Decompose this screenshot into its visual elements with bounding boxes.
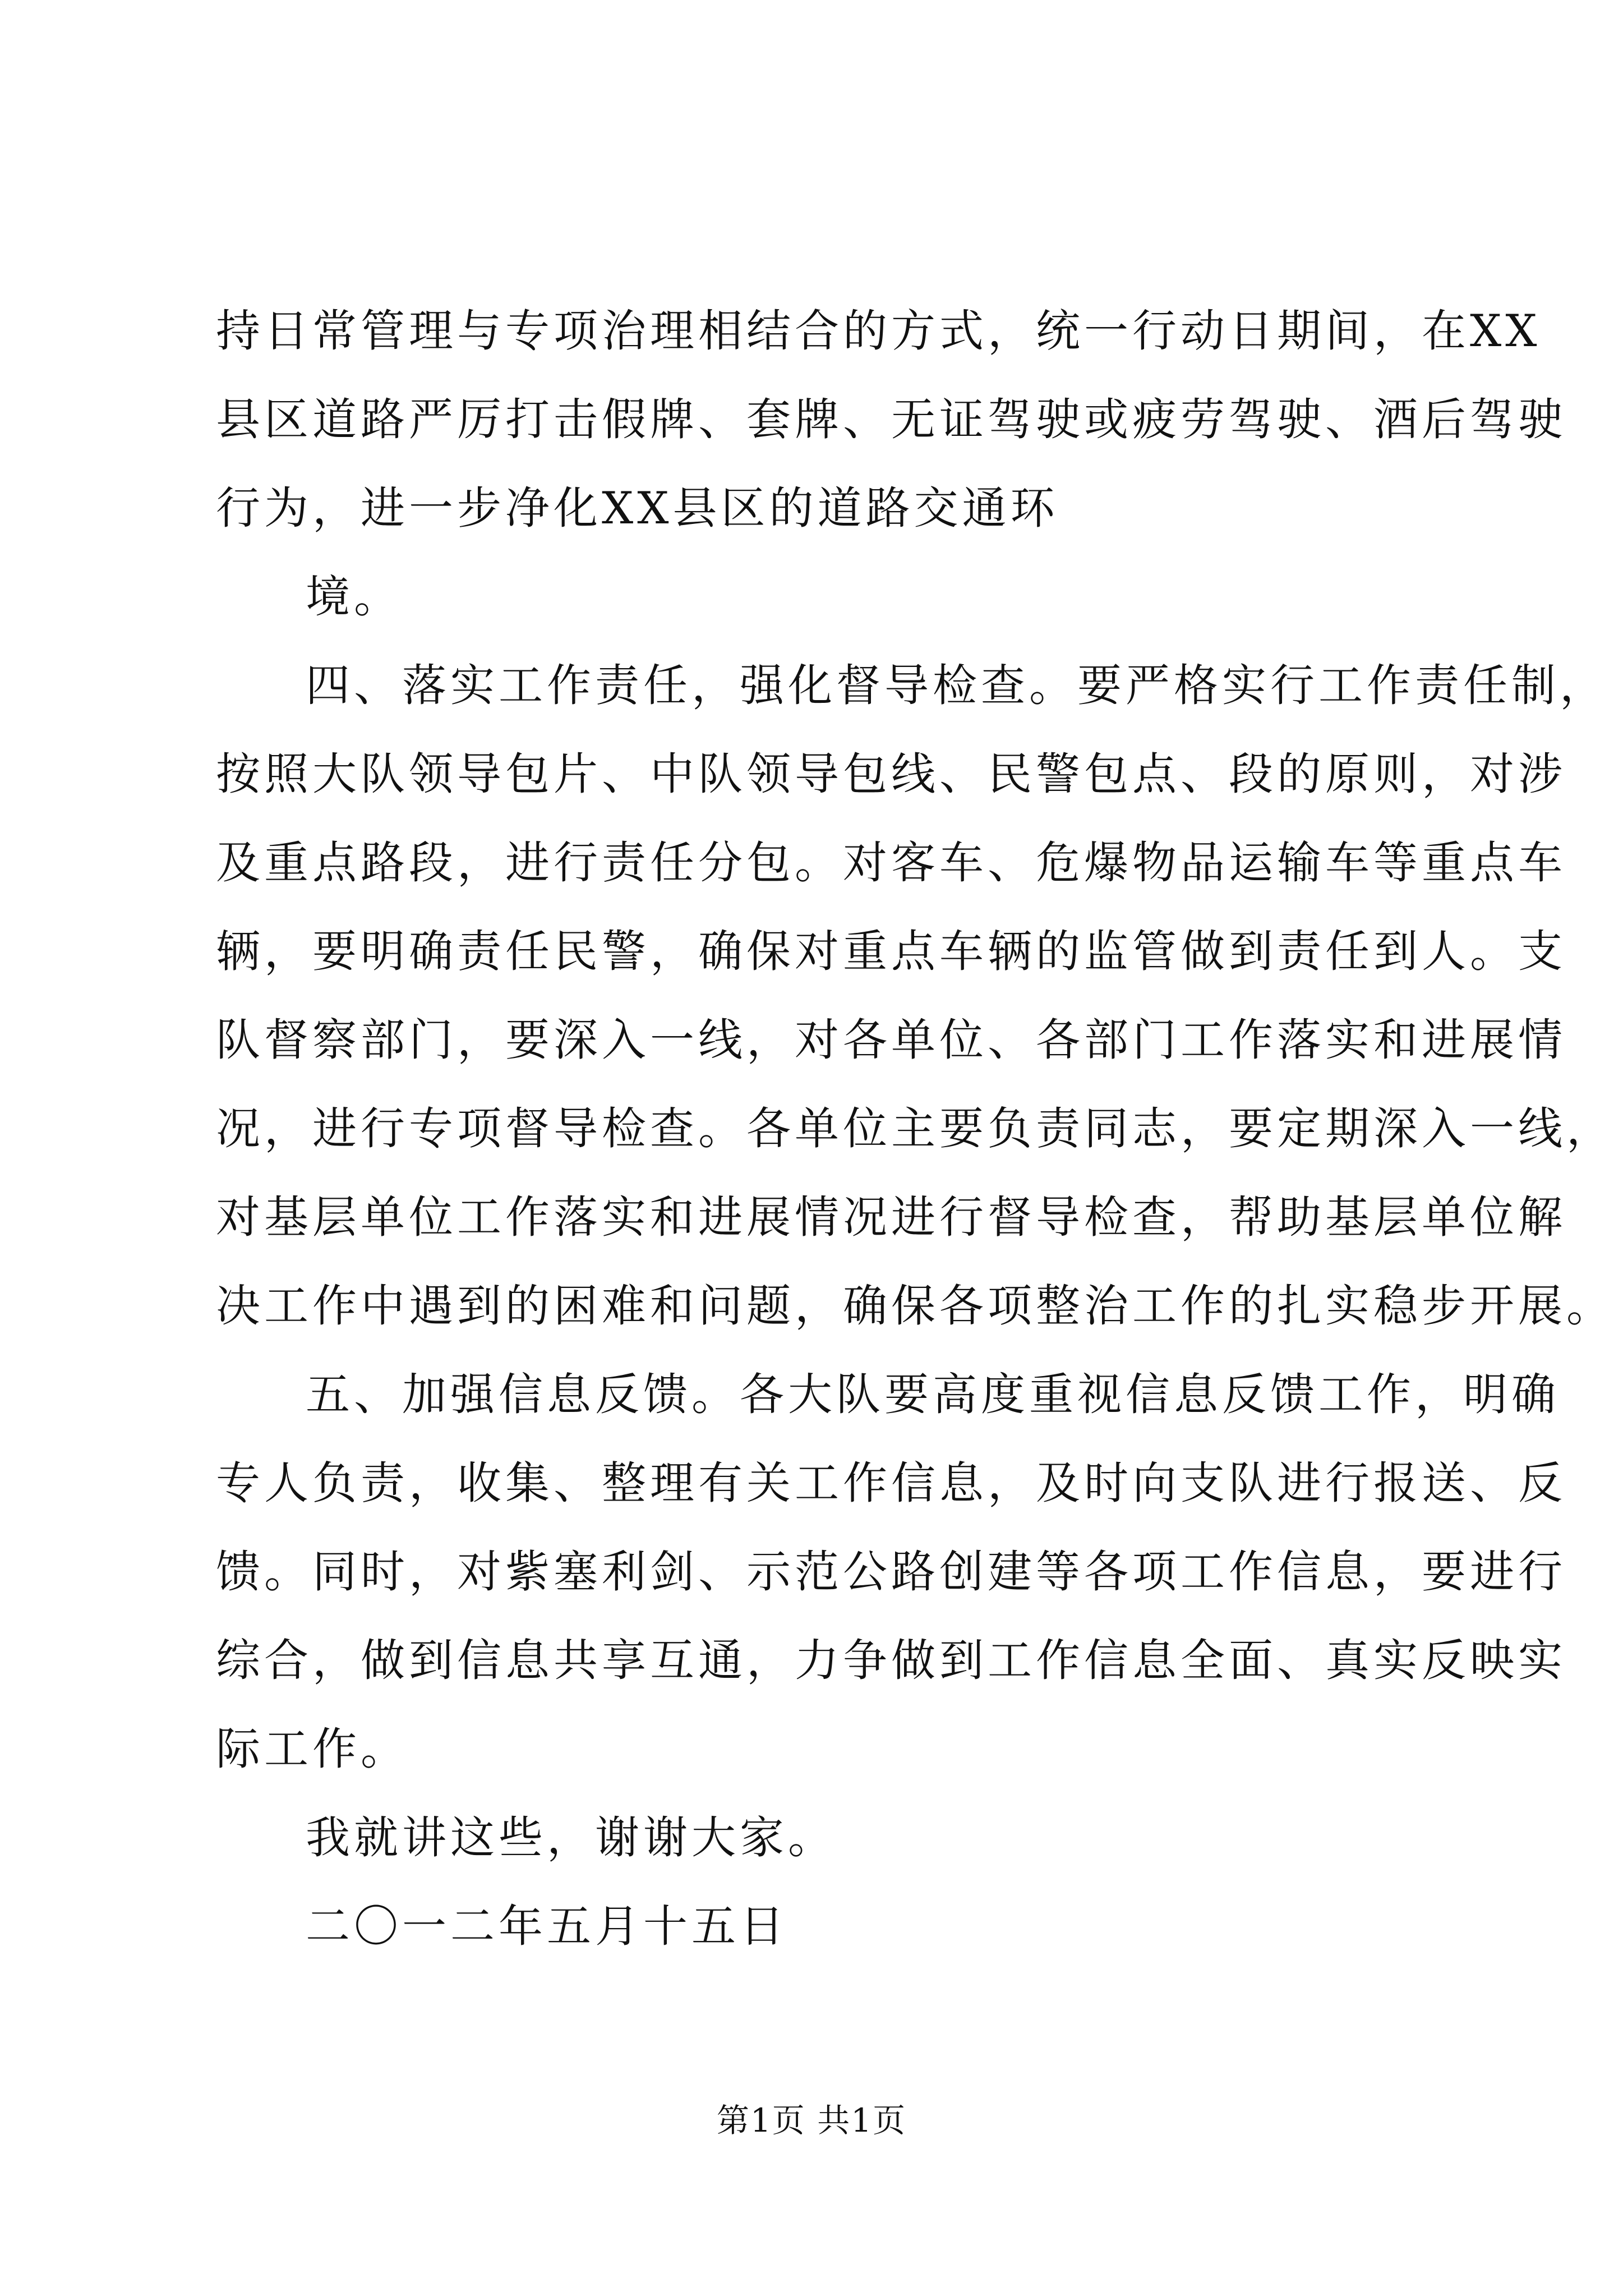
text-line: 县区道路严厉打击假牌、套牌、无证驾驶或疲劳驾驶、酒后驾驶 bbox=[216, 394, 1566, 445]
text-line: 五、加强信息反馈。各大队要高度重视信息反馈工作，明确 bbox=[306, 1369, 1560, 1420]
page-number-footer: 第1页 共1页 bbox=[716, 2101, 907, 2139]
text-line: 四、落实工作责任，强化督导检查。要严格实行工作责任制， bbox=[306, 660, 1608, 711]
text-line: 辆，要明确责任民警，确保对重点车辆的监管做到责任到人。支 bbox=[216, 926, 1566, 977]
text-line: 况，进行专项督导检查。各单位主要负责同志，要定期深入一线， bbox=[216, 1103, 1615, 1154]
text-line: 际工作。 bbox=[216, 1723, 409, 1775]
text-line: 行为，进一步净化XX县区的道路交通环 bbox=[216, 482, 1059, 534]
text-line: 对基层单位工作落实和进展情况进行督导检查，帮助基层单位解 bbox=[216, 1191, 1566, 1243]
text-line: 持日常管理与专项治理相结合的方式，统一行动日期间，在XX bbox=[216, 305, 1541, 357]
text-line: 专人负责，收集、整理有关工作信息，及时向支队进行报送、反 bbox=[216, 1457, 1566, 1509]
text-line: 队督察部门，要深入一线，对各单位、各部门工作落实和进展情 bbox=[216, 1014, 1566, 1066]
text-line: 综合，做到信息共享互通，力争做到工作信息全面、真实反映实 bbox=[216, 1635, 1566, 1686]
text-line: 二〇一二年五月十五日 bbox=[306, 1901, 788, 1952]
text-line: 按照大队领导包片、中队领导包线、民警包点、段的原则，对涉 bbox=[216, 748, 1566, 800]
text-line: 境。 bbox=[306, 571, 402, 623]
text-line: 决工作中遇到的困难和问题，确保各项整治工作的扎实稳步开展。 bbox=[216, 1280, 1615, 1332]
text-line: 我就讲这些，谢谢大家。 bbox=[306, 1812, 836, 1864]
text-line: 及重点路段，进行责任分包。对客车、危爆物品运输车等重点车 bbox=[216, 837, 1566, 889]
text-line: 馈。同时，对紫塞利剑、示范公路创建等各项工作信息，要进行 bbox=[216, 1546, 1566, 1598]
